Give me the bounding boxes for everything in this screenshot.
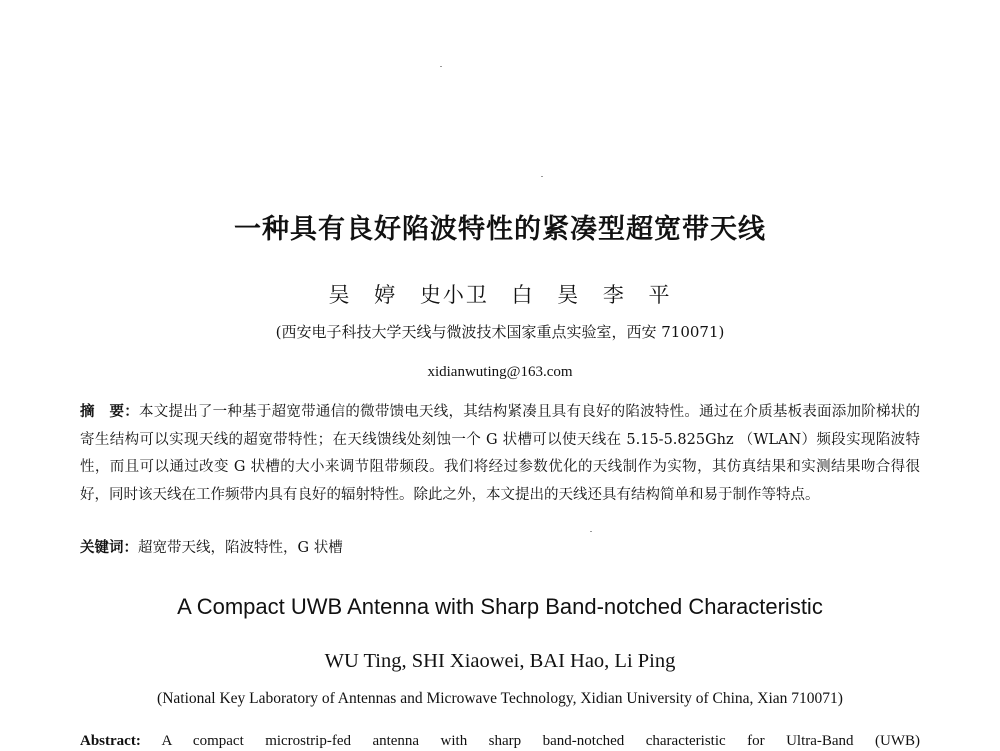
- english-title: A Compact UWB Antenna with Sharp Band-notched Characteristic: [177, 594, 823, 619]
- chinese-affiliation: (西安电子科技大学天线与微波技术国家重点实验室，西安 710071): [275, 323, 725, 341]
- chinese-keywords: [80, 536, 920, 560]
- chinese-title: 一种具有良好陷波特性的紧凑型超宽带天线: [234, 214, 766, 245]
- chinese-keywords-text: 超宽带天线，陷波特性，G 状槽: [138, 540, 343, 556]
- scan-speck: [590, 531, 592, 532]
- english-abstract-label: Abstract:: [80, 733, 141, 749]
- chinese-abstract-text: 本文提出了一种基于超宽带通信的微带馈电天线，其结构紧凑且具有良好的陷波特性。通过在介质基板表面添加阶梯状的寄生结构可以实现天线的超宽带特性；在天线馈线处刻蚀一个 G 状槽可以使天线在 5.15-5.825Ghz （WLAN）频段实现陷波特性，而且可以通过改变 G 状槽的大小来调节阻带频段。我们将经过参数优化的天线制作为实物，其仿真结果和实测结果吻合得很好，同时该天线在工作频带内具有良好的辐射特性。除此之外，本文提出的天线还具有结构简单和易于制作等特点。: [80, 404, 920, 503]
- english-authors: WU Ting, SHI Xiaowei, BAI Hao, Li Ping: [324, 650, 676, 672]
- english-affiliation: (National Key Laboratory of Antennas and Microwave Technology, Xidian University of China, Xian 710071): [157, 690, 843, 707]
- scan-speck: [440, 66, 442, 67]
- english-abstract: [80, 731, 920, 751]
- chinese-keywords-label: 关键词：: [80, 540, 138, 556]
- chinese-abstract: [80, 399, 920, 509]
- scan-speck: [541, 176, 543, 177]
- author-email: xidianwuting@163.com: [427, 364, 573, 380]
- chinese-authors: 吴 婷 史小卫 白 昊 李 平: [328, 283, 672, 307]
- chinese-abstract-label: 摘 要：: [80, 404, 139, 420]
- english-abstract-text: A compact microstrip-fed antenna with sharp band-notched characteristic for Ultra-Band (UWB): [140, 733, 920, 749]
